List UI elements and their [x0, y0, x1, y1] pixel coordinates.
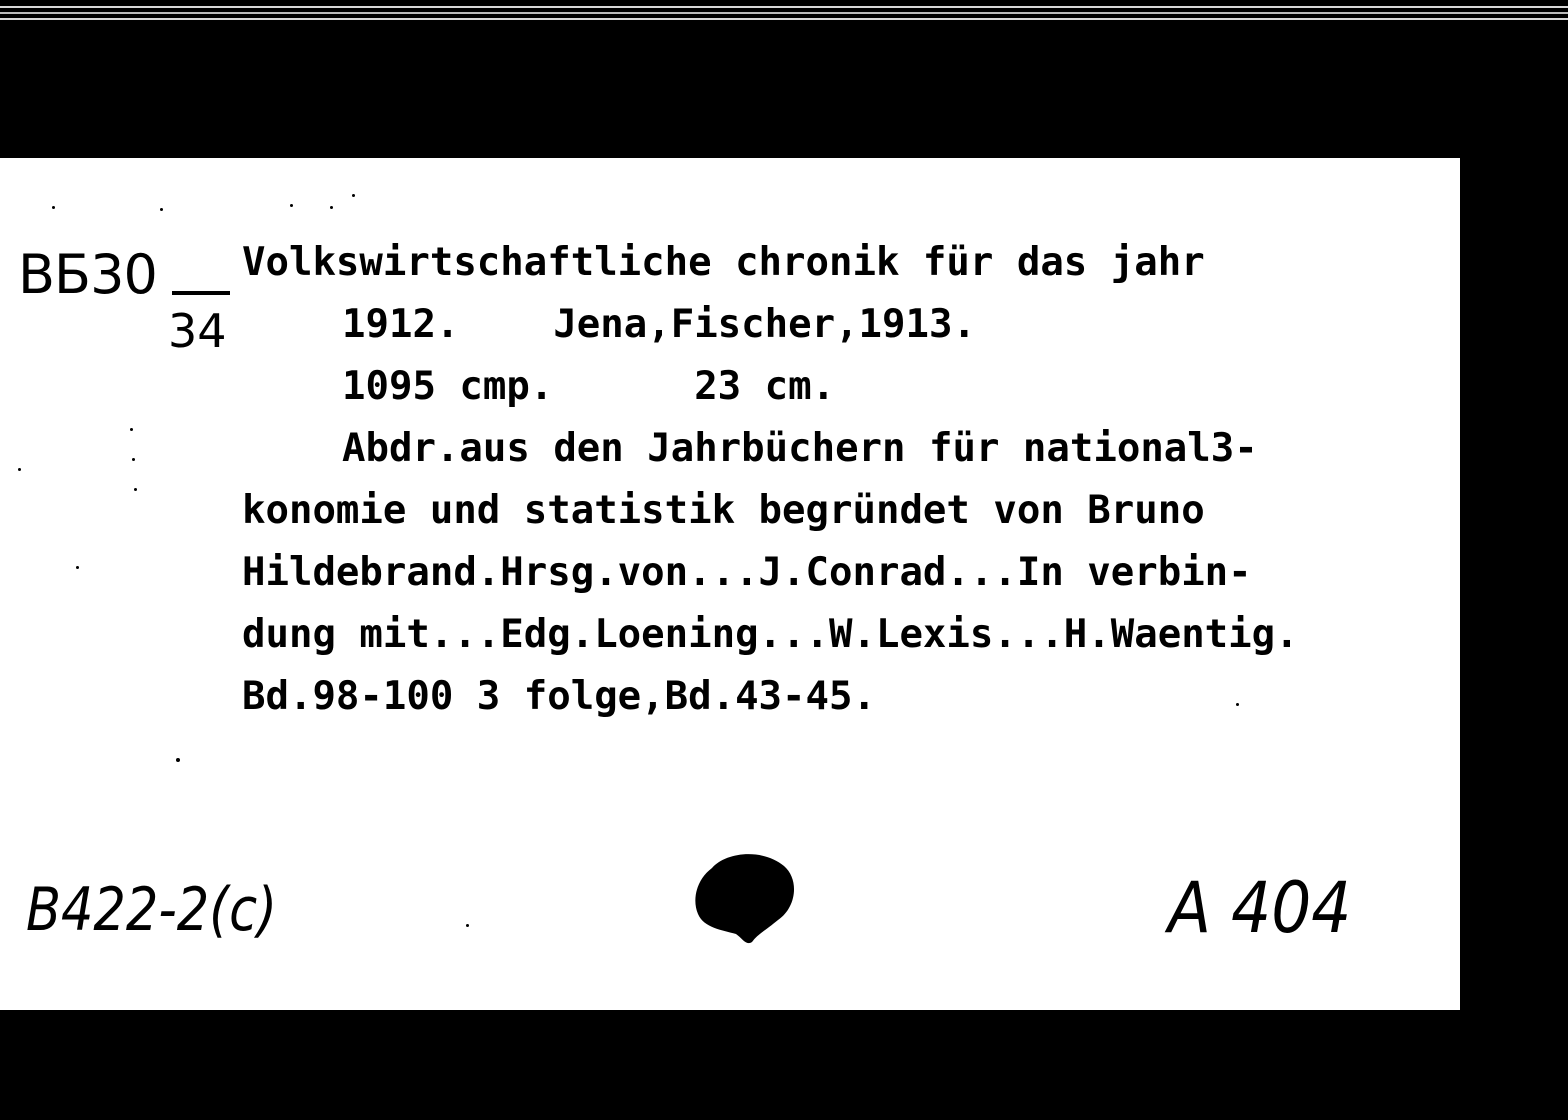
scan-speck [130, 428, 133, 431]
entry-line-note: dung mit...Edg.Loening...W.Lexis...H.Waentig. [242, 612, 1299, 657]
scan-speck [18, 468, 21, 471]
scan-speck [1236, 703, 1239, 706]
catalog-card [0, 158, 1460, 1010]
entry-line-collation: 1095 cmp. 23 cm. [342, 364, 836, 409]
scan-speck [134, 488, 137, 491]
entry-line-note: Abdr.aus den Jahrbüchern für national3- [342, 426, 1258, 471]
entry-line-volumes: Bd.98-100 3 folge,Bd.43-45. [242, 674, 876, 719]
scan-border-line [0, 6, 1568, 8]
scan-speck [76, 566, 79, 569]
handwritten-call-number: B422-2(c) [26, 875, 278, 945]
entry-line-note: Hildebrand.Hrsg.von...J.Conrad...In verbin- [242, 550, 1252, 595]
scan-speck [466, 924, 469, 927]
scan-speck [132, 458, 135, 461]
entry-line-title: Volkswirtschaftliche chronik für das jahr [242, 240, 1205, 285]
handwritten-inventory-number: A 404 [1168, 867, 1352, 949]
scan-border-line [0, 18, 1568, 20]
scan-speck [290, 204, 293, 207]
scan-speck [352, 194, 355, 197]
scan-speck [176, 758, 180, 762]
shelfmark-denominator: 34 [168, 304, 227, 358]
entry-line-note: konomie und statistik begründet von Bruno [242, 488, 1205, 533]
shelfmark-fraction-line [172, 291, 230, 295]
shelfmark-main: ВБ30 [18, 243, 157, 306]
punch-hole [692, 850, 800, 946]
scan-speck [330, 206, 333, 209]
scan-speck [160, 208, 163, 211]
entry-line-imprint: 1912. Jena,Fischer,1913. [342, 302, 976, 347]
scan-speck [52, 206, 55, 209]
scan-border-line [0, 12, 1568, 14]
